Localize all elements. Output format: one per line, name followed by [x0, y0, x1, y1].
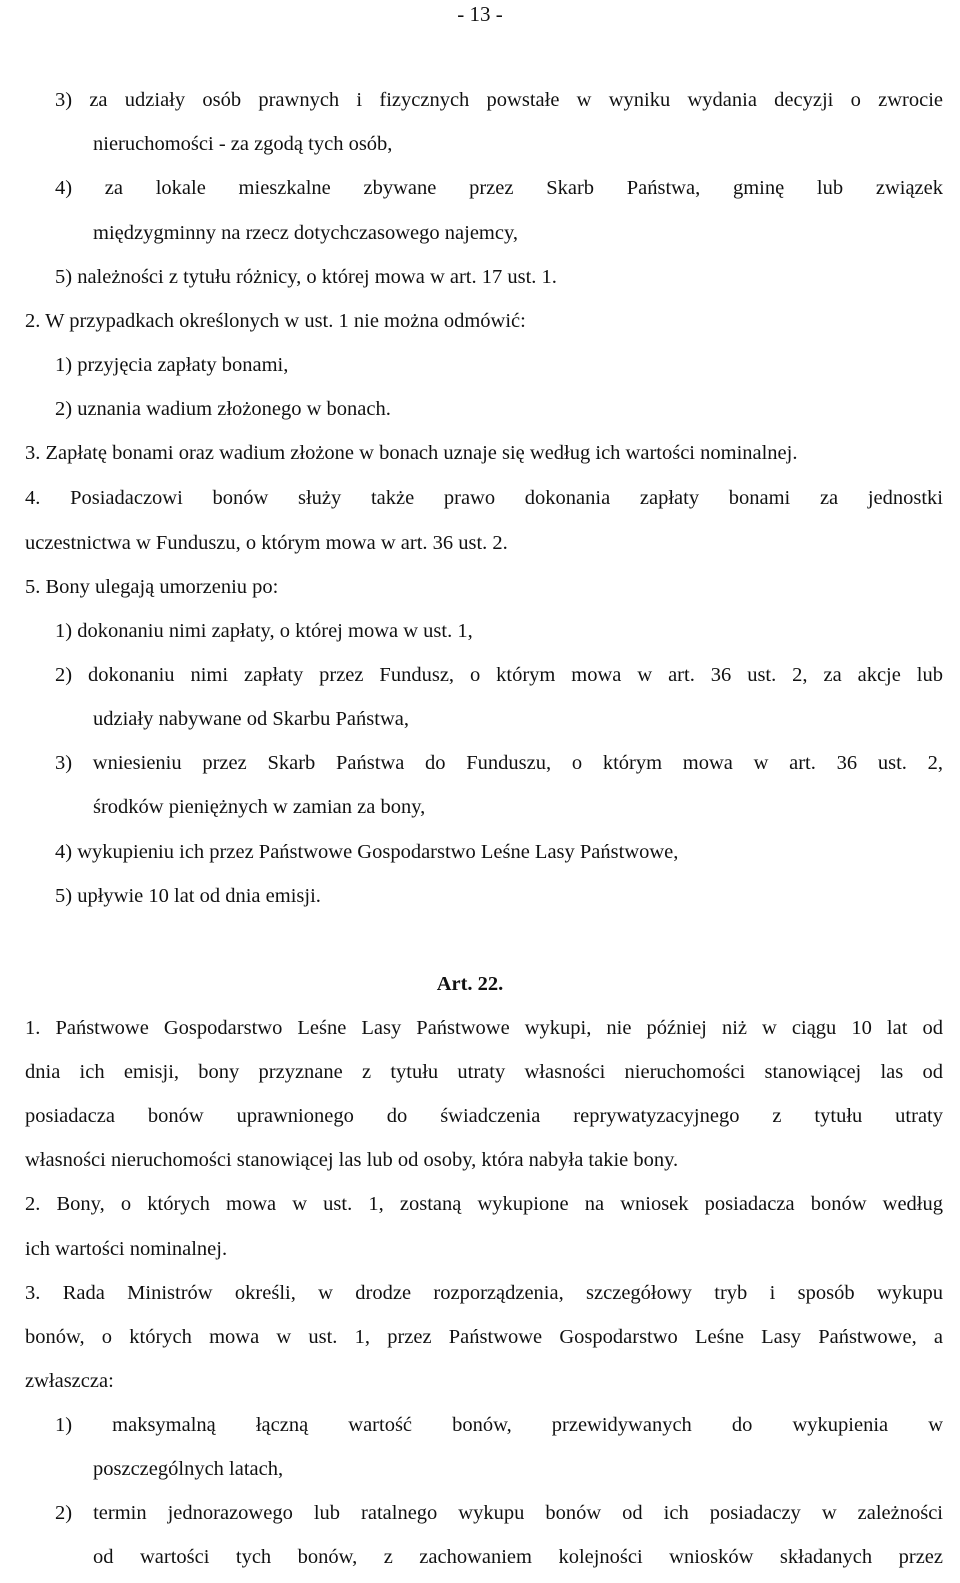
text-line: 2) termin jednorazowego lub ratalnego wykupu bonów od ich posiadaczy w zależności [55, 1502, 943, 1524]
text-line: dnia ich emisji, bony przyznane z tytułu utraty własności nieruchomości stanowiącej las od [25, 1061, 943, 1083]
text-line: środków pieniężnych w zamian za bony, [93, 796, 426, 818]
text-line: 4) za lokale mieszkalne zbywane przez Skarb Państwa, gminę lub związek [55, 177, 943, 199]
text-line: zwłaszcza: [25, 1370, 114, 1392]
page-number: - 13 - [457, 2, 503, 26]
text-line: 5. Bony ulegają umorzeniu po: [25, 576, 279, 598]
text-line: 3) za udziały osób prawnych i fizycznych powstałe w wyniku wydania decyzji o zwrocie [55, 89, 943, 111]
article-heading: Art. 22. [436, 973, 504, 995]
text-line: uczestnictwa w Funduszu, o którym mowa w art. 36 ust. 2. [25, 532, 508, 554]
text-line: międzygminny na rzecz dotychczasowego najemcy, [93, 222, 519, 244]
text-line: poszczególnych latach, [93, 1458, 284, 1480]
text-line: 1) maksymalną łączną wartość bonów, przewidywanych do wykupienia w [55, 1414, 943, 1436]
text-line: posiadacza bonów uprawnionego do świadczenia reprywatyzacyjnego z tytułu utraty [25, 1105, 943, 1127]
text-line: bonów, o których mowa w ust. 1, przez Państwowe Gospodarstwo Leśne Lasy Państwowe, a [25, 1326, 943, 1348]
text-line: nieruchomości - za zgodą tych osób, [93, 133, 393, 155]
text-line: 2. W przypadkach określonych w ust. 1 nie można odmówić: [25, 310, 526, 332]
text-line: od wartości tych bonów, z zachowaniem kolejności wniosków składanych przez [93, 1546, 943, 1568]
text-line: 4. Posiadaczowi bonów służy także prawo dokonania zapłaty bonami za jednostki [25, 487, 943, 509]
text-line: 2) dokonaniu nimi zapłaty przez Fundusz, o którym mowa w art. 36 ust. 2, za akcje lub [55, 664, 943, 686]
text-line: 4) wykupieniu ich przez Państwowe Gospodarstwo Leśne Lasy Państwowe, [55, 841, 679, 863]
text-line: 1) dokonaniu nimi zapłaty, o której mowa w ust. 1, [55, 620, 473, 642]
text-line: 5) należności z tytułu różnicy, o której mowa w art. 17 ust. 1. [55, 266, 557, 288]
text-line: własności nieruchomości stanowiącej las lub od osoby, która nabyła takie bony. [25, 1149, 679, 1171]
text-line: 3. Rada Ministrów określi, w drodze rozporządzenia, szczegółowy tryb i sposób wykupu [25, 1282, 943, 1304]
text-line: 3. Zapłatę bonami oraz wadium złożone w bonach uznaje się według ich wartości nominalnej. [25, 442, 798, 464]
text-line: 1. Państwowe Gospodarstwo Leśne Lasy Państwowe wykupi, nie później niż w ciągu 10 lat od [25, 1017, 943, 1039]
text-line: 2) uznania wadium złożonego w bonach. [55, 398, 391, 420]
text-line: udziały nabywane od Skarbu Państwa, [93, 708, 409, 730]
text-line: ich wartości nominalnej. [25, 1238, 228, 1260]
text-line: 1) przyjęcia zapłaty bonami, [55, 354, 289, 376]
text-line: 2. Bony, o których mowa w ust. 1, zostaną wykupione na wniosek posiadacza bonów według [25, 1193, 943, 1215]
text-line: 5) upływie 10 lat od dnia emisji. [55, 885, 321, 907]
text-line: 3) wniesieniu przez Skarb Państwa do Funduszu, o którym mowa w art. 36 ust. 2, [55, 752, 943, 774]
